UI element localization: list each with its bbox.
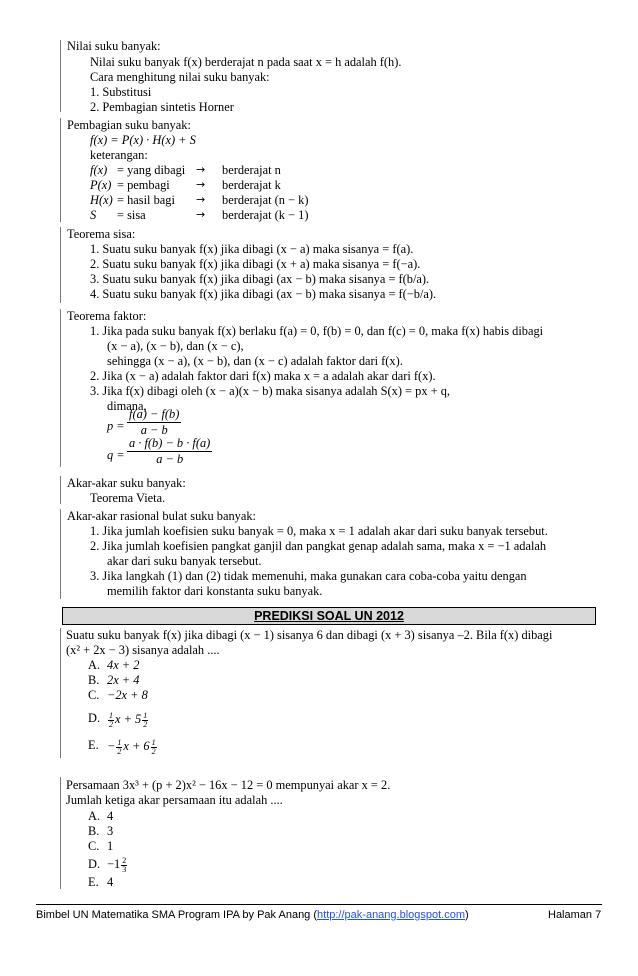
section-bracket (60, 309, 61, 467)
q2-option-label: B. (88, 824, 100, 838)
q2-option-text: 1 (107, 839, 114, 853)
ket-degree: berderajat (k − 1) (222, 208, 309, 222)
fraction (108, 712, 114, 729)
footer-credit-suffix: ) (465, 909, 469, 921)
q1-stem-line1: Suatu suku banyak f(x) jika dibagi (x − 1) sisanya 6 dan dibagi (x + 3) sisanya –2. Bila f(x) dibagi (66, 628, 553, 642)
section-bracket (60, 40, 61, 112)
footer-credit-prefix: Bimbel UN Matematika SMA Program IPA by Pak Anang ( (36, 909, 318, 921)
section-bracket (60, 476, 61, 504)
q1-option-label: D. (88, 711, 101, 725)
right-arrow-icon: → (196, 163, 206, 176)
ket-desc: = pembagi (117, 178, 170, 192)
fraction-denominator: 3 (122, 864, 127, 874)
fraction-denominator: 2 (143, 719, 148, 729)
fraction-numerator: 1 (109, 710, 113, 720)
p-denominator: a − b (140, 423, 168, 437)
sisa-title: Teorema sisa: (67, 227, 136, 241)
ket-symbol: P(x) (90, 178, 112, 192)
section-bracket (60, 118, 61, 222)
prediksi-banner: PREDIKSI SOAL UN 2012 (62, 607, 596, 625)
rasional-title: Akar-akar rasional bulat suku banyak: (67, 509, 256, 523)
faktor-item-3: 3. Jika f(x) dibagi oleh (x − a)(x − b) maka sisanya adalah S(x) = px + q, (90, 384, 450, 398)
nilai-line2: Cara menghitung nilai suku banyak: (90, 70, 270, 84)
ket-symbol: H(x) (90, 193, 113, 207)
q2-option-text: 3 (107, 824, 114, 838)
fraction (151, 739, 157, 756)
ket-degree: berderajat (n − k) (222, 193, 309, 207)
q1-option-label: E. (88, 738, 99, 752)
fraction-numerator: 2 (122, 855, 127, 865)
ket-desc: = sisa (117, 208, 146, 222)
faktor-title: Teorema faktor: (67, 309, 147, 323)
fraction (142, 712, 148, 729)
faktor-item-1b: (x − a), (x − b), dan (x − c), (107, 339, 244, 353)
nilai-item-1: 1. Substitusi (90, 85, 152, 99)
q1-option-d (107, 708, 149, 730)
fraction-numerator: 1 (117, 737, 122, 747)
p-formula-lhs: p = (107, 419, 125, 433)
pembagian-formula: f(x) = P(x) · H(x) + S (90, 133, 196, 147)
footer-divider (36, 904, 602, 905)
q-formula-lhs: q = (107, 448, 125, 462)
section-bracket (60, 227, 61, 303)
fraction (116, 739, 122, 756)
fraction (121, 857, 127, 874)
q-denominator: a − b (156, 452, 184, 466)
rasional-item-3b: memilih faktor dari konstanta suku banyak. (107, 584, 323, 598)
q2-stem-line2: Jumlah ketiga akar persamaan itu adalah .... (66, 793, 283, 807)
rasional-item-3a: 3. Jika langkah (1) dan (2) tidak memenuhi, maka gunakan cara coba-coba yaitu dengan (90, 569, 527, 583)
fraction-denominator: 2 (151, 746, 156, 756)
akar-line: Teorema Vieta. (90, 491, 166, 505)
pembagian-title: Pembagian suku banyak: (67, 118, 191, 132)
q1-stem-line2: (x² + 2x − 3) sisanya adalah .... (66, 643, 220, 657)
ket-symbol: S (90, 208, 97, 222)
nilai-item-2: 2. Pembagian sintetis Horner (90, 100, 234, 114)
faktor-item-2: 2. Jika (x − a) adalah faktor dari f(x) maka x = a adalah akar dari f(x). (90, 369, 436, 383)
page-number: Halaman 7 (548, 909, 602, 921)
q1-option-text: −2x + 8 (107, 688, 148, 702)
fraction-denominator: 2 (117, 746, 122, 756)
q2-option-label: E. (88, 875, 99, 889)
dimana-label: dimana, (107, 399, 147, 413)
sisa-item-1: 1. Suatu suku banyak f(x) jika dibagi (x − a) maka sisanya = f(a). (90, 242, 414, 256)
keterangan-label: keterangan: (90, 148, 148, 162)
right-arrow-icon: → (196, 193, 206, 206)
p-numerator: f(a) − f(b) (129, 407, 180, 421)
ket-desc: = yang dibagi (117, 163, 186, 177)
q2-option-label: D. (88, 857, 101, 871)
fraction-numerator: 1 (151, 737, 156, 747)
q2-option-text: 4 (107, 875, 114, 889)
rasional-item-2a: 2. Jika jumlah koefisien pangkat ganjil dan pangkat genap adalah sama, maka x = −1 adalah (90, 539, 547, 553)
ket-degree: berderajat n (222, 163, 281, 177)
q1-option-text: 4x + 2 (107, 658, 140, 672)
q2-option-d (107, 853, 128, 875)
ket-degree: berderajat k (222, 178, 281, 192)
right-arrow-icon: → (196, 178, 206, 191)
q1-option-text: 2x + 4 (107, 673, 140, 687)
nilai-title: Nilai suku banyak: (67, 39, 161, 53)
option-prefix: − (107, 739, 116, 753)
option-prefix: −1 (107, 857, 121, 871)
faktor-item-1a: 1. Jika pada suku banyak f(x) berlaku f(a) = 0, f(b) = 0, dan f(c) = 0, maka f(x) habis dibagi (90, 324, 544, 338)
sisa-item-4: 4. Suatu suku banyak f(x) jika dibagi (ax − b) maka sisanya = f(−b/a). (90, 287, 437, 301)
akar-title: Akar-akar suku banyak: (67, 476, 186, 490)
fraction-numerator: 1 (143, 710, 148, 720)
footer-blog-link[interactable]: http://pak-anang.blogspot.com (317, 909, 466, 921)
rasional-item-1: 1. Jika jumlah koefisien suku banyak = 0, maka x = 1 adalah akar dari suku banyak tersebut. (90, 524, 548, 538)
q1-option-label: C. (88, 688, 100, 702)
q-fraction (127, 436, 212, 467)
q-numerator: a · f(b) − b · f(a) (129, 436, 211, 450)
question-bracket (60, 628, 61, 758)
sisa-item-3: 3. Suatu suku banyak f(x) jika dibagi (ax − b) maka sisanya = f(b/a). (90, 272, 430, 286)
ket-desc: = hasil bagi (117, 193, 175, 207)
q1-option-label: A. (88, 658, 101, 672)
q2-option-label: A. (88, 809, 101, 823)
ket-symbol: f(x) (90, 163, 108, 177)
question-bracket (60, 777, 61, 889)
option-mid: x + 5 (115, 712, 142, 726)
footer-credit (36, 909, 469, 921)
rasional-item-2b: akar dari suku banyak tersebut. (107, 554, 262, 568)
section-bracket (60, 509, 61, 599)
faktor-item-1c: sehingga (x − a), (x − b), dan (x − c) adalah faktor dari f(x). (107, 354, 403, 368)
q1-option-e (107, 735, 158, 757)
q2-option-label: C. (88, 839, 100, 853)
right-arrow-icon: → (196, 208, 206, 221)
option-mid: x + 6 (123, 739, 150, 753)
q2-stem-line1: Persamaan 3x³ + (p + 2)x² − 16x − 12 = 0 mempunyai akar x = 2. (66, 778, 391, 792)
q2-option-text: 4 (107, 809, 114, 823)
q1-option-label: B. (88, 673, 100, 687)
fraction-denominator: 2 (109, 719, 113, 729)
nilai-line1: Nilai suku banyak f(x) berderajat n pada saat x = h adalah f(h). (90, 55, 402, 69)
sisa-item-2: 2. Suatu suku banyak f(x) jika dibagi (x + a) maka sisanya = f(−a). (90, 257, 421, 271)
p-fraction (127, 407, 181, 438)
